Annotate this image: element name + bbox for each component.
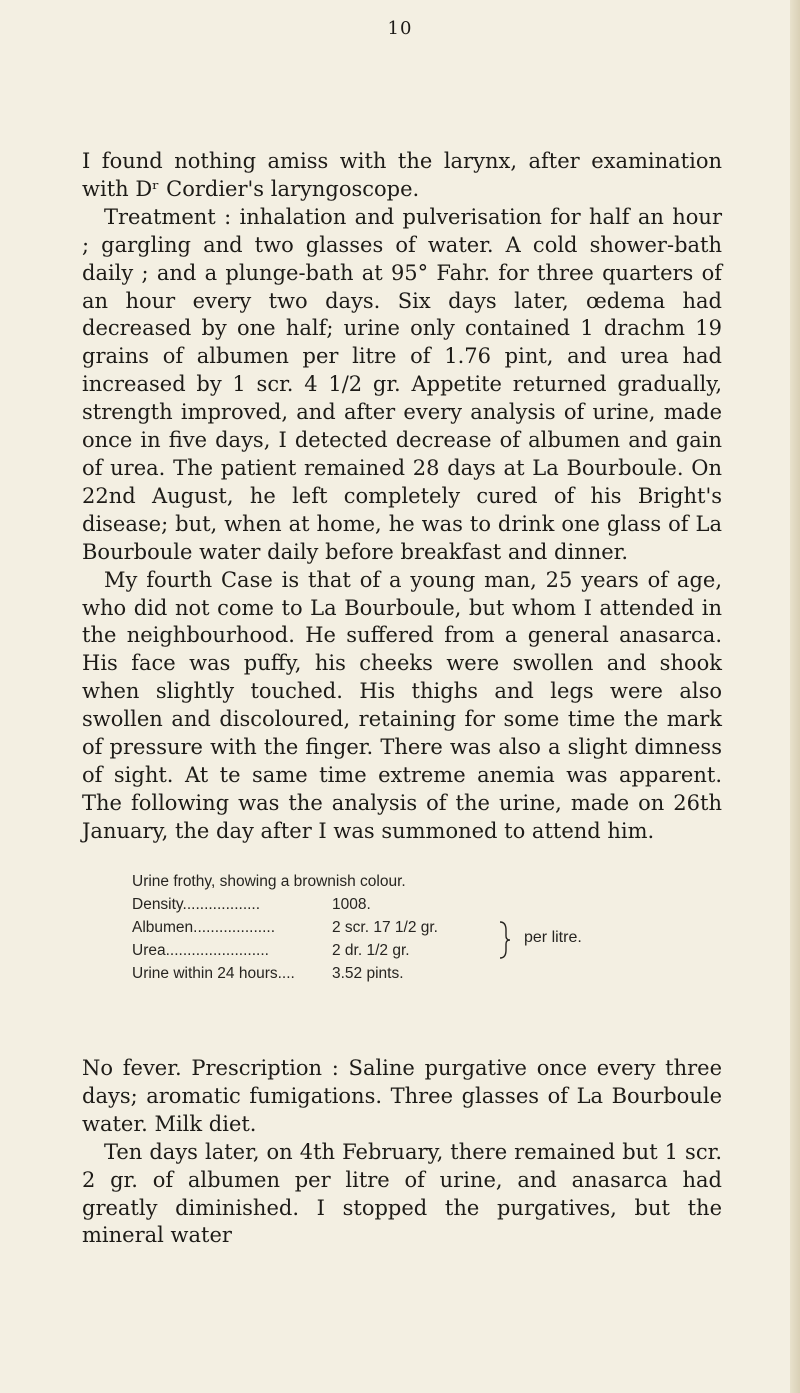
brace-icon — [498, 920, 512, 960]
top-text-block — [82, 148, 722, 846]
urine24-row — [132, 962, 732, 985]
urine24-label: Urine within 24 hours.... — [132, 965, 295, 982]
urine24-value: 3.52 pints. — [332, 965, 404, 982]
page-edge — [790, 0, 800, 1393]
paragraph-treatment: Treatment : inhalation and pulverisation for half an hour ; gargling and two glasses of water. A cold shower-bath daily ; and a plunge-bath at 95° Fahr. for three quarters of an hour every two days. Six days later, œdema had decreased by one half; urine only contained 1 drachm 19 grains of albumen per litre of 1.76 pint, and urea had increased by 1 scr. 4 1/2 gr. Appetite returned gradually, strength improved, and after every analysis of urine, made once in five days, I detected decrease of albumen and gain of urea. The patient remained 28 days at La Bourboule. On 22nd August, he left completely cured of his Bright's disease; but, when at home, he was to drink one glass of La Bourboule water daily before breakfast and dinner. — [82, 204, 722, 564]
urea-row — [132, 939, 732, 962]
urea-label: Urea........................ — [132, 942, 269, 959]
density-label: Density.................. — [132, 896, 261, 913]
urea-value: 2 dr. 1/2 gr. — [332, 942, 410, 959]
urine-analysis-table — [132, 870, 732, 985]
per-litre-label: per litre. — [524, 929, 582, 946]
density-row — [132, 893, 732, 916]
paragraph-prescription: No fever. Prescription : Saline purgative once every three days; aromatic fumigations. Three glasses of La Bourboule water. Milk diet. — [82, 1056, 722, 1136]
albumen-label: Albumen................... — [132, 919, 275, 936]
bottom-text-block — [82, 1055, 722, 1250]
per-litre-group — [132, 916, 732, 962]
analysis-title: Urine frothy, showing a brownish colour. — [132, 873, 406, 890]
paragraph-laryngoscope: I found nothing amiss with the larynx, after examination with Dʳ Cordier's laryngoscope. — [82, 149, 722, 201]
analysis-title-row — [132, 870, 732, 893]
page-number: 10 — [387, 18, 413, 39]
albumen-row — [132, 916, 732, 939]
paragraph-ten-days-later: Ten days later, on 4th February, there remained but 1 scr. 2 gr. of albumen per litre of urine, and anasarca had greatly diminished. I stopped the purgatives, but the mineral water — [82, 1139, 722, 1248]
density-value: 1008. — [332, 896, 371, 913]
albumen-value: 2 scr. 17 1/2 gr. — [332, 919, 438, 936]
paragraph-fourth-case: My fourth Case is that of a young man, 25 years of age, who did not come to La Bourboule, but whom I attended in the neighbourhood. He suffered from a general anasarca. His face was puffy, his cheeks were swollen and shook when slightly touched. His thighs and legs were also swollen and discoloured, retaining for some time the mark of pressure with the finger. There was also a slight dimness of sight. At te same time extreme anemia was apparent. The following was the analysis of the urine, made on 26th January, the day after I was summoned to attend him. — [82, 567, 722, 843]
